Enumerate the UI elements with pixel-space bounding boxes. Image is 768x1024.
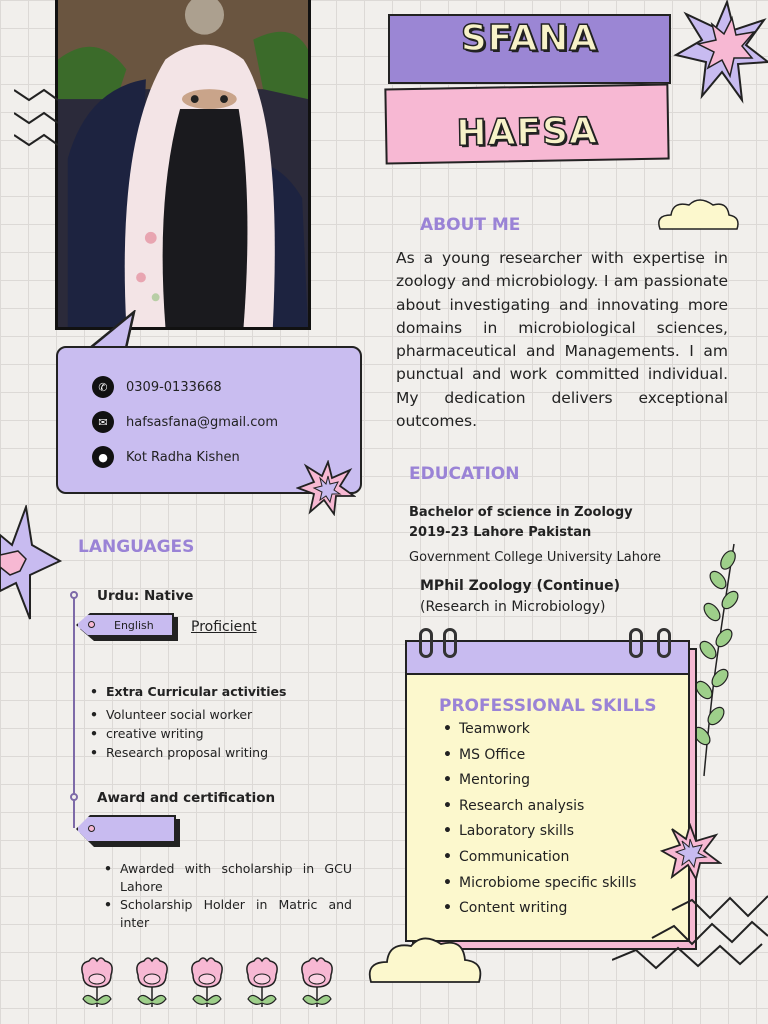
- ring-icon: [419, 628, 433, 658]
- education-institution: Government College University Lahore: [409, 550, 662, 565]
- list-item: • Scholarship Holder in Matric and inter: [102, 896, 352, 932]
- profile-photo: [55, 0, 311, 330]
- skills-list: [441, 717, 636, 922]
- contact-email-row: [92, 411, 278, 433]
- star-decoration-icon: [672, 0, 768, 110]
- list-item: • Awarded with scholarship in GCU Lahore: [102, 860, 352, 896]
- contact-phone[interactable]: 0309-0133668: [126, 379, 222, 395]
- awards-tag: [76, 815, 182, 847]
- phone-icon: ✆: [92, 376, 114, 398]
- speech-bubble-tail-icon: [88, 310, 138, 350]
- education-degree: Bachelor of science in Zoology: [409, 505, 633, 520]
- last-name: HAFSA: [456, 110, 599, 155]
- about-heading: ABOUT ME: [420, 215, 521, 235]
- cloud-icon: [655, 195, 741, 233]
- ring-icon: [443, 628, 457, 658]
- skill-item: • Teamwork: [441, 717, 636, 743]
- education-mphil-note: (Research in Microbiology): [420, 599, 606, 615]
- skill-item: • Microbiome specific skills: [441, 871, 636, 897]
- list-item: • Volunteer social worker: [88, 705, 286, 724]
- contact-location-row: [92, 446, 240, 468]
- awards-title: Award and certification: [97, 790, 276, 806]
- skill-item: • Laboratory skills: [441, 819, 636, 845]
- english-tag: [76, 613, 178, 641]
- education-years: 2019-23 Lahore Pakistan: [409, 525, 592, 540]
- list-item: • Research proposal writing: [88, 743, 286, 762]
- contact-email[interactable]: hafsasfana@gmail.com: [126, 414, 279, 430]
- last-name-banner: [384, 84, 669, 165]
- location-pin-icon: ●: [92, 446, 114, 468]
- awards-list: [102, 860, 352, 932]
- skill-item: • Content writing: [441, 896, 636, 922]
- contact-phone-row: [92, 376, 222, 398]
- star-decoration-icon: [660, 823, 722, 881]
- language-urdu: Urdu: Native: [97, 588, 194, 604]
- zigzag-decoration-icon: [612, 880, 768, 975]
- ring-icon: [629, 628, 643, 658]
- education-heading: EDUCATION: [409, 464, 520, 484]
- first-name: SFANA: [460, 18, 599, 59]
- about-text: As a young researcher with expertise in zoology and microbiology. I am passionate about investigating and innovating more domains in microbiological sciences, pharmaceutical and Managements. I am punctual and work committed individual. My dedication delivers exceptional outcomes.: [396, 249, 728, 431]
- ring-icon: [657, 628, 671, 658]
- english-level: Proficient: [191, 619, 257, 635]
- flower-row-icon: [75, 955, 345, 1010]
- cloud-icon: [367, 930, 485, 986]
- first-name-banner: [388, 14, 671, 84]
- envelope-icon: ✉: [92, 411, 114, 433]
- skill-item: • Communication: [441, 845, 636, 871]
- vine-decoration-icon: [692, 540, 742, 780]
- english-tag-label: English: [114, 619, 154, 632]
- star-decoration-icon: [0, 505, 62, 621]
- zigzag-decoration-icon: [14, 85, 58, 155]
- star-decoration-icon: [296, 460, 356, 516]
- extra-curricular-title: • Extra Curricular activities: [88, 682, 286, 701]
- timeline-dot: [70, 591, 78, 599]
- education-mphil: MPhil Zoology (Continue): [420, 578, 621, 594]
- extra-curricular-list: [88, 682, 286, 762]
- contact-location: Kot Radha Kishen: [126, 449, 240, 465]
- skill-item: • Research analysis: [441, 794, 636, 820]
- timeline-dot: [70, 793, 78, 801]
- languages-heading: LANGUAGES: [78, 537, 195, 557]
- skills-heading: PROFESSIONAL SKILLS: [439, 696, 657, 716]
- list-item: • creative writing: [88, 724, 286, 743]
- skill-item: • MS Office: [441, 743, 636, 769]
- skill-item: • Mentoring: [441, 768, 636, 794]
